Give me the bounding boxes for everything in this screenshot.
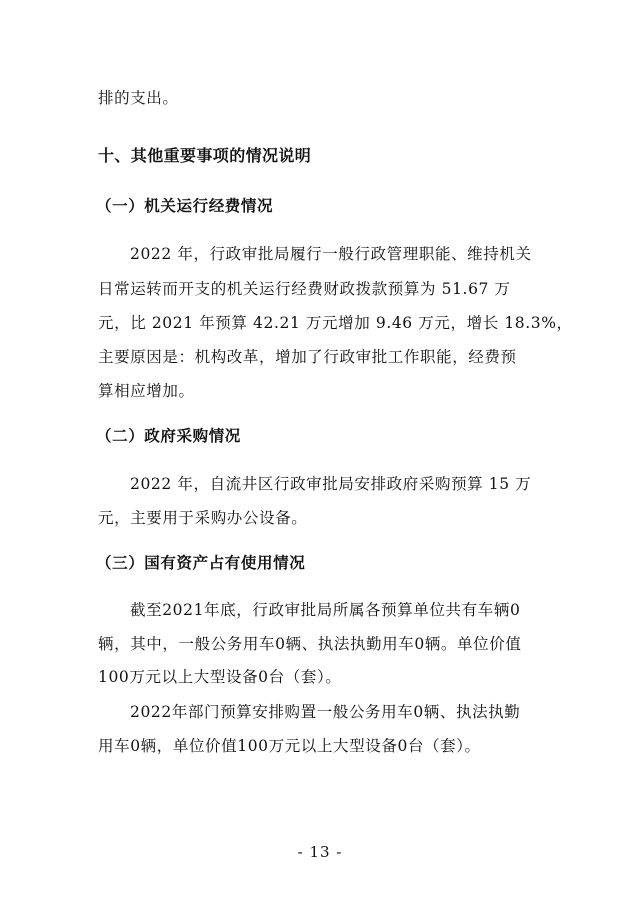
- paragraph-line: 算相应增加。: [98, 382, 195, 400]
- subsection-heading-2: （二）政府采购情况: [96, 427, 241, 445]
- paragraph-line: 日常运转而开支的机关运行经费财政拨款预算为 51.67 万: [98, 280, 511, 298]
- paragraph-line: 元，主要用于采购办公设备。: [98, 509, 308, 527]
- subsection-heading-3: （三）国有资产占有使用情况: [96, 554, 306, 572]
- subsection-heading-1: （一）机关运行经费情况: [96, 197, 274, 215]
- page-number: - 13 -: [297, 843, 343, 861]
- paragraph-line: 用车0辆，单位价值100万元以上大型设备0台（套）。: [98, 737, 481, 755]
- paragraph-line: 2022 年，行政审批局履行一般行政管理职能、维持机关: [130, 245, 532, 263]
- paragraph-line: 辆，其中，一般公务用车0辆、执法执勤用车0辆。单位价值: [98, 635, 522, 653]
- paragraph-line: 主要原因是：机构改革，增加了行政审批工作职能，经费预: [98, 348, 517, 366]
- paragraph-line: 100万元以上大型设备0台（套）。: [98, 668, 342, 686]
- paragraph-line: 元，比 2021 年预算 42.21 万元增加 9.46 万元，增长 18.3%，: [98, 314, 573, 332]
- section-heading: 十、其他重要事项的情况说明: [98, 146, 312, 165]
- paragraph-line: 2022年部门预算安排购置一般公务用车0辆、执法执勤: [130, 703, 521, 721]
- paragraph-line: 截至2021年底，行政审批局所属各预算单位共有车辆0: [130, 601, 521, 619]
- paragraph-line: 2022 年，自流井区行政审批局安排政府采购预算 15 万: [130, 475, 532, 493]
- continued-text-line: 排的支出。: [98, 89, 179, 107]
